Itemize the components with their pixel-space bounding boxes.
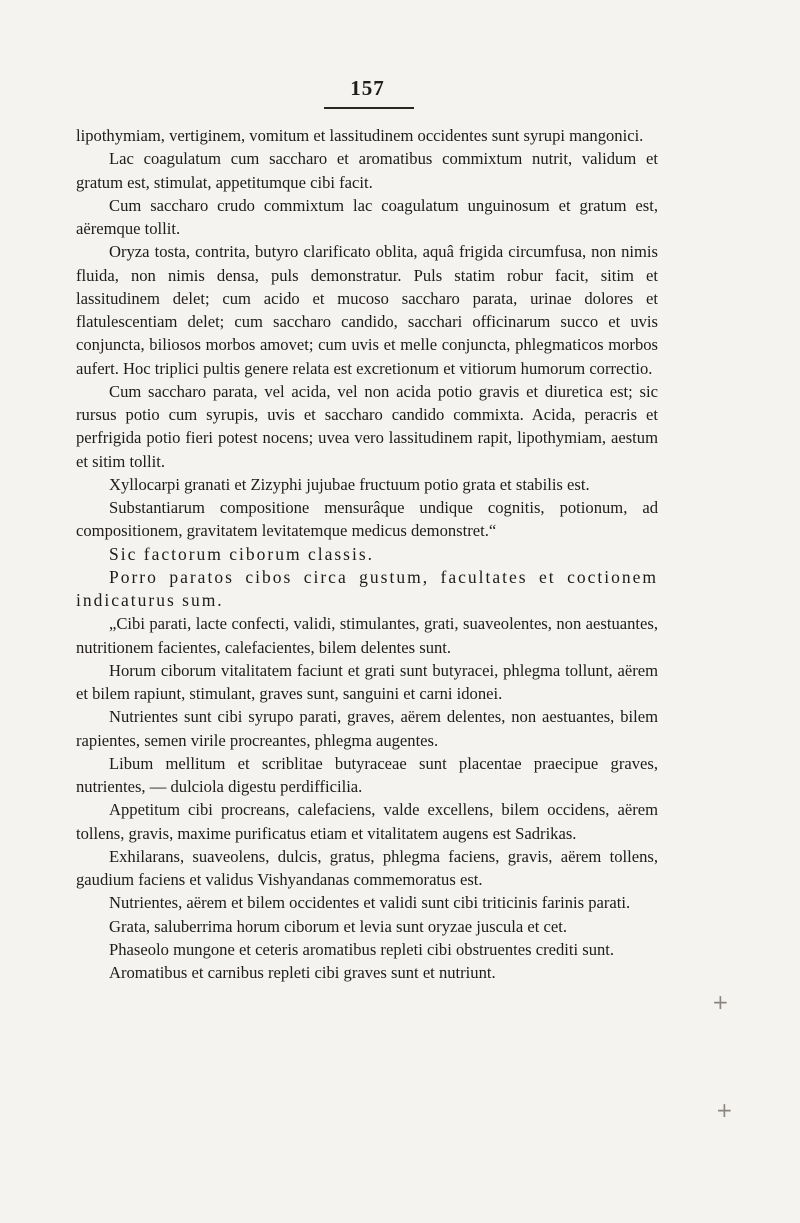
paragraph: Horum ciborum vitalitatem faciunt et grati sunt butyracei, phlegma tollunt, aërem et bilem rapiunt, stimulant, graves sunt, sanguini et carni idonei. [76, 660, 658, 703]
body-text [76, 124, 658, 984]
paragraph: Aromatibus et carnibus repleti cibi graves sunt et nutriunt. [109, 963, 496, 982]
paragraph: Exhilarans, suaveolens, dulcis, gratus, phlegma faciens, gravis, aërem tollens, gaudium faciens et validus Vishyandanas commemoratus est. [76, 846, 658, 889]
paragraph: Libum mellitum et scriblitae butyraceae sunt placentae praecipue graves, nutrientes, — dulciola digestu perdifficilia. [76, 753, 658, 796]
paragraph: Cum saccharo crudo commixtum lac coagulatum unguinosum et gratum est, aëremque tollit. [76, 195, 658, 238]
section-heading: Sic factorum ciborum classis. [109, 543, 375, 564]
paragraph: Nutrientes, aërem et bilem occidentes et validi sunt cibi triticinis farinis parati. [109, 893, 631, 913]
margin-cross-mark: + [712, 990, 729, 1014]
page-number-rule [324, 107, 414, 109]
paragraph: Appetitum cibi procreans, calefaciens, valde excellens, bilem occidens, aërem tollens, gravis, maxime purificatus etiam et vitalitatem augens est Sadrikas. [76, 800, 658, 843]
section-heading: Porro paratos cibos circa gustum, facultates et coctionem indicaturus sum. [76, 566, 658, 610]
page-number: 157 [350, 76, 385, 100]
paragraph: Xyllocarpi granati et Zizyphi jujubae fructuum potio grata et stabilis est. [109, 474, 590, 494]
paragraph: Lac coagulatum cum saccharo et aromatibus commixtum nutrit, validum et gratum est, stimulat, appetitumque cibi facit. [76, 149, 658, 192]
paragraph: Cum saccharo parata, vel acida, vel non acida potio gravis et diuretica est; sic rursus potio cum syrupis, uvis et saccharo candido commixta. Acida, peracris et perfrigida potio fieri potest nocens; uvea vero lassitudinem rapit, lipothymiam, aestum et sitim tollit. [76, 381, 658, 471]
paragraph: „Cibi parati, lacte confecti, validi, stimulantes, grati, suaveolentes, non aestuantes, nutritionem facientes, calefacientes, bilem delentes sunt. [76, 614, 658, 657]
paragraph: Oryza tosta, contrita, butyro clarificato oblita, aquâ frigida circumfusa, non nimis fluida, non nimis densa, puls demonstratur. Puls statim robur facit, sitim et lassitudinem delet; cum acido et mucoso saccharo parata, urinae dolores et flatulescentiam delet; cum saccharo candido, sacchari officinarum succo et uvis conjuncta, biliosos morbos amovet; cum uvis et melle conjuncta, phlegmaticos morbos aufert. Hoc triplici pultis genere relata est excretionum et vitiorum humorum correctio. [76, 242, 658, 378]
paragraph: lipothymiam, vertiginem, vomitum et lassitudinem occidentes sunt syrupi mangonici. [76, 126, 644, 145]
paragraph: Phaseolo mungone et ceteris aromatibus repleti cibi obstruentes crediti sunt. [109, 939, 615, 959]
paragraph: Nutrientes sunt cibi syrupo parati, graves, aërem delentes, non aestuantes, bilem rapientes, semen virile procreantes, phlegma augentes. [76, 707, 658, 750]
margin-cross-mark: + [716, 1098, 733, 1122]
paragraph: Grata, saluberrima horum ciborum et levia sunt oryzae juscula et cet. [109, 916, 567, 936]
paragraph: Substantiarum compositione mensurâque undique cognitis, potionum, ad compositionem, gravitatem levitatemque medicus demonstret.“ [76, 498, 658, 541]
